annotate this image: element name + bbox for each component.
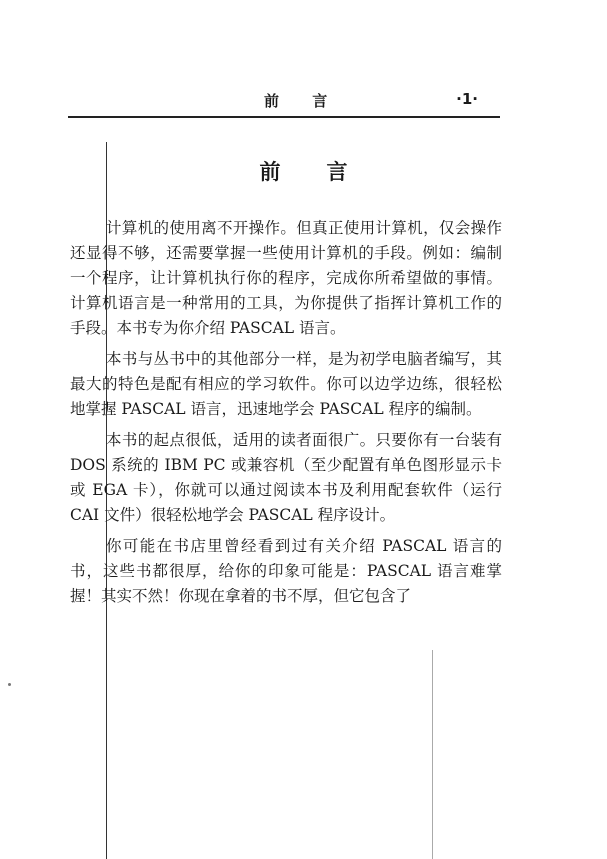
scan-speck xyxy=(8,683,11,686)
chapter-title xyxy=(0,156,607,196)
page-number: ·1· xyxy=(456,90,478,108)
chapter-title-char-2: 言 xyxy=(326,160,348,184)
body-text xyxy=(70,216,502,613)
header-rule xyxy=(68,116,500,118)
chapter-title-char-1: 前 xyxy=(259,160,281,184)
paragraph: 本书与丛书中的其他部分一样，是为初学电脑者编写，其最大的特色是配有相应的学习软件。你可以边学边练，很轻松地掌握 PASCAL 语言，迅速地学会 PASCAL 程序的编制。 xyxy=(70,350,502,418)
scan-faint-line xyxy=(432,650,433,859)
paragraph: 你可能在书店里曾经看到过有关介绍 PASCAL 语言的书，这些书都很厚，给你的印象可能是：PASCAL 语言难掌握！其实不然！你现在拿着的书不厚，但它包含了 xyxy=(70,537,502,605)
running-title: 前 言 xyxy=(264,92,342,110)
paragraph: 计算机的使用离不开操作。但真正使用计算机，仅会操作还显得不够，还需要掌握一些使用计算机的手段。例如：编制一个程序，让计算机执行你的程序，完成你所希望做的事情。计算机语言是一种常用的工具，为你提供了指挥计算机工作的手段。本书专为你介绍 PASCAL 语言。 xyxy=(70,219,502,337)
running-header xyxy=(68,90,500,112)
paragraph: 本书的起点很低，适用的读者面很广。只要你有一台装有 DOS 系统的 IBM PC 或兼容机（至少配置有单色图形显示卡或 EGA 卡），你就可以通过阅读本书及利用配套软件（运行 CAI 文件）很轻松地学会 PASCAL 程序设计。 xyxy=(70,431,502,524)
